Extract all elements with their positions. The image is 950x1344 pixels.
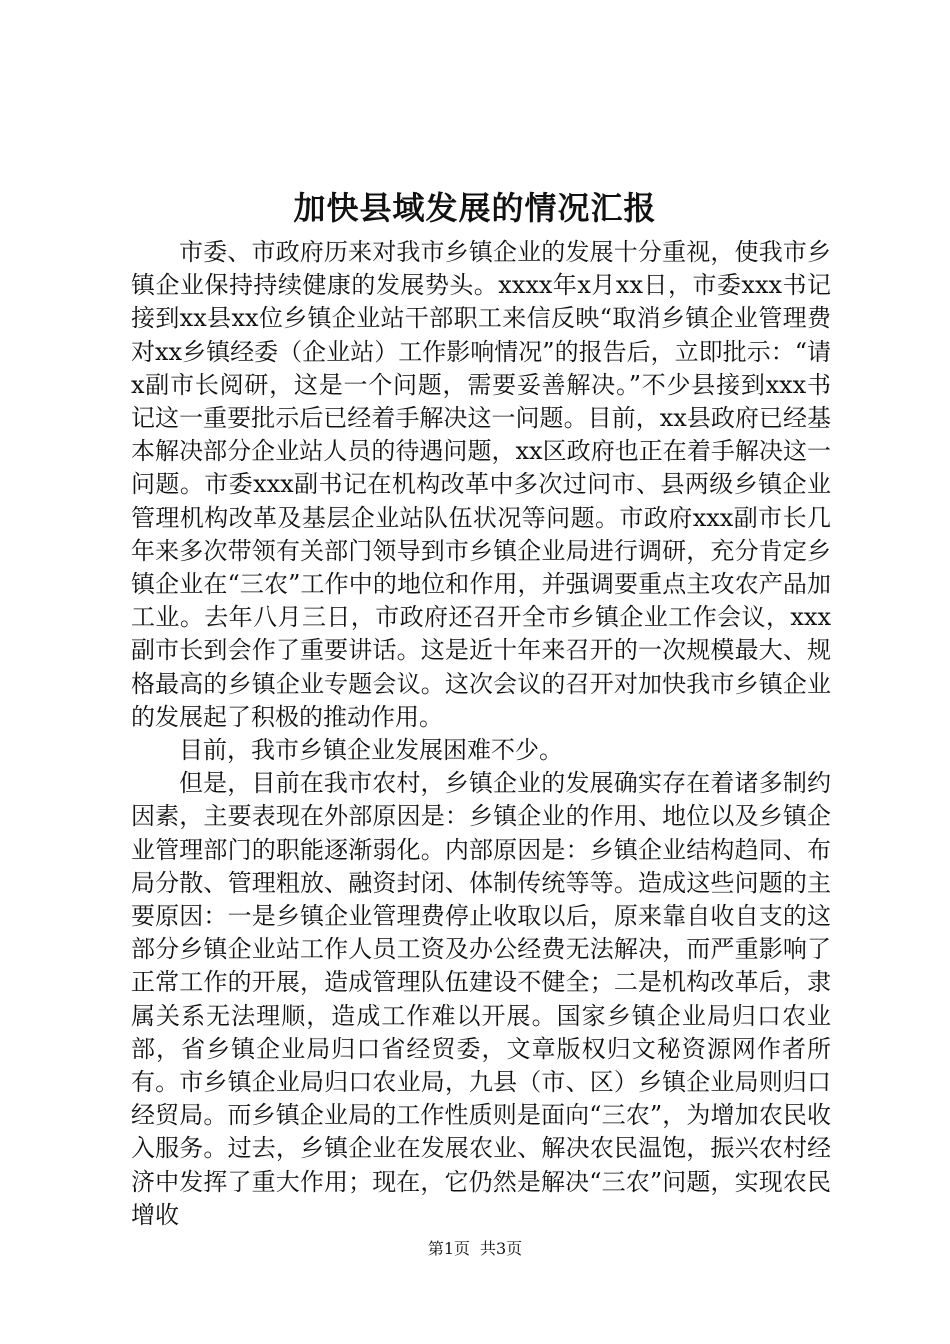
paragraph-1: 市委、市政府历来对我市乡镇企业的发展十分重视，使我市乡镇企业保持持续健康的发展势头。xxxx年x月xx日，市委xxx书记接到xx县xx位乡镇企业站干部职工来信反映“取消乡镇企业管理费对xx乡镇经委（企业站）工作影响情况”的报告后，立即批示：“请x副市长阅研，这是一个问题，需要妥善解决。”不少县接到xxx书记这一重要批示后已经着手解决这一问题。目前，xx县政府已经基本解决部分企业站人员的待遇问题，xx区政府也正在着手解决这一问题。市委xxx副书记在机构改革中多次过问市、县两级乡镇企业管理机构改革及基层企业站队伍状况等问题。市政府xxx副市长几年来多次带领有关部门领导到市乡镇企业局进行调研，充分肯定乡镇企业在“三农”工作中的地位和作用，并强调要重点主攻农产品加工业。去年八月三日，市政府还召开全市乡镇企业工作会议，xxx副市长到会作了重要讲话。这是近十年来召开的一次规模最大、规格最高的乡镇企业专题会议。这次会议的召开对加快我市乡镇企业的发展起了积极的推动作用。	[131, 238, 831, 731]
page-total: 共3页	[480, 1239, 523, 1258]
page-number: 第1页	[427, 1239, 470, 1258]
document-title: 加快县域发展的情况汇报	[293, 189, 657, 227]
document-body	[131, 236, 831, 1232]
page-footer	[0, 1238, 950, 1260]
paragraph-3: 但是，目前在我市农村，乡镇企业的发展确实存在着诸多制约因素，主要表现在外部原因是：乡镇企业的作用、地位以及乡镇企业管理部门的职能逐渐弱化。内部原因是：乡镇企业结构趋同、布局分散、管理粗放、融资封闭、体制传统等等。造成这些问题的主要原因：一是乡镇企业管理费停止收取以后，原来靠自收自支的这部分乡镇企业站工作人员工资及办公经费无法解决，而严重影响了正常工作的开展，造成管理队伍建设不健全；二是机构改革后，隶属关系无法理顺，造成工作难以开展。国家乡镇企业局归口农业部，省乡镇企业局归口省经贸委，文章版权归文秘资源网作者所有。市乡镇企业局归口农业局，九县（市、区）乡镇企业局则归口经贸局。而乡镇企业局的工作性质则是面向“三农”，为增加农民收入服务。过去，乡镇企业在发展农业、解决农民温饱，振兴农村经济中发挥了重大作用；现在，它仍然是解决“三农”问题，实现农民增收	[131, 769, 831, 1229]
paragraph-2: 目前，我市乡镇企业发展困难不少。	[179, 736, 563, 765]
